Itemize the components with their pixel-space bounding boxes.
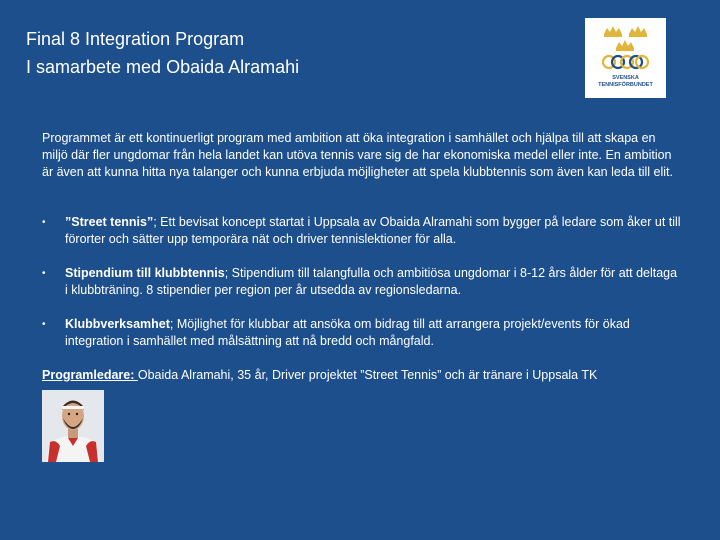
bullet-marker: • xyxy=(42,268,46,279)
bullet-marker: • xyxy=(42,319,46,330)
program-list xyxy=(42,214,682,350)
bullet-text: ; Möjlighet för klubbar att ansöka om bidrag till att arrangera projekt/events för ökad integration i samhället med målsättning att nå bredd och mångfald. xyxy=(65,317,630,348)
bullet-term: ”Street tennis” xyxy=(65,215,154,229)
list-item xyxy=(42,214,682,248)
logo-text xyxy=(585,75,666,89)
person-portrait-icon xyxy=(42,390,104,462)
bullet-marker: • xyxy=(42,217,46,228)
program-leader-line xyxy=(42,367,712,384)
crowns-and-rings-icon xyxy=(585,18,666,76)
program-leader-text: Obaida Alramahi, 35 år, Driver projektet ”Street Tennis” och är tränare i Uppsala TK xyxy=(137,368,598,382)
list-item xyxy=(42,316,682,350)
bullet-text: ; Stipendium till talangfulla och ambitiösa ungdomar i 8-12 års ålder för att deltaga i klubbträning. 8 stipendier per region per år utsedda av regionsledarna. xyxy=(65,266,678,297)
slide-title xyxy=(26,25,299,81)
logo-text-line-1: SVENSKA xyxy=(612,75,639,81)
list-item xyxy=(42,265,682,299)
bullet-text: ; Ett bevisat koncept startat i Uppsala av Obaida Alramahi som bygger på ledare som åker ut till förorter och sätter upp temporära nät och driver tennislektioner för alla. xyxy=(65,215,681,246)
program-leader-label: Programledare: xyxy=(42,368,138,382)
bullet-term: Klubbverksamhet xyxy=(65,317,170,331)
bullet-term: Stipendium till klubbtennis xyxy=(65,266,225,280)
intro-paragraph: Programmet är ett kontinuerligt program med ambition att öka integration i samhället och hjälpa till att skapa en miljö där fler ungdomar från hela landet kan utöva tennis vare sig de har ekonomiska medel eller inte. En ambition är även att kunna hitta nya talanger och kunna erbjuda möjligheter att spela klubbtennis som även kan leda till elit. xyxy=(42,131,673,179)
title-line-1: Final 8 Integration Program xyxy=(26,29,245,49)
swedish-tennis-federation-logo xyxy=(585,18,666,98)
leader-photo xyxy=(42,390,104,462)
title-line-2: I samarbete med Obaida Alramahi xyxy=(26,57,300,77)
logo-text-line-2: TENNISFÖRBUNDET xyxy=(598,82,653,88)
